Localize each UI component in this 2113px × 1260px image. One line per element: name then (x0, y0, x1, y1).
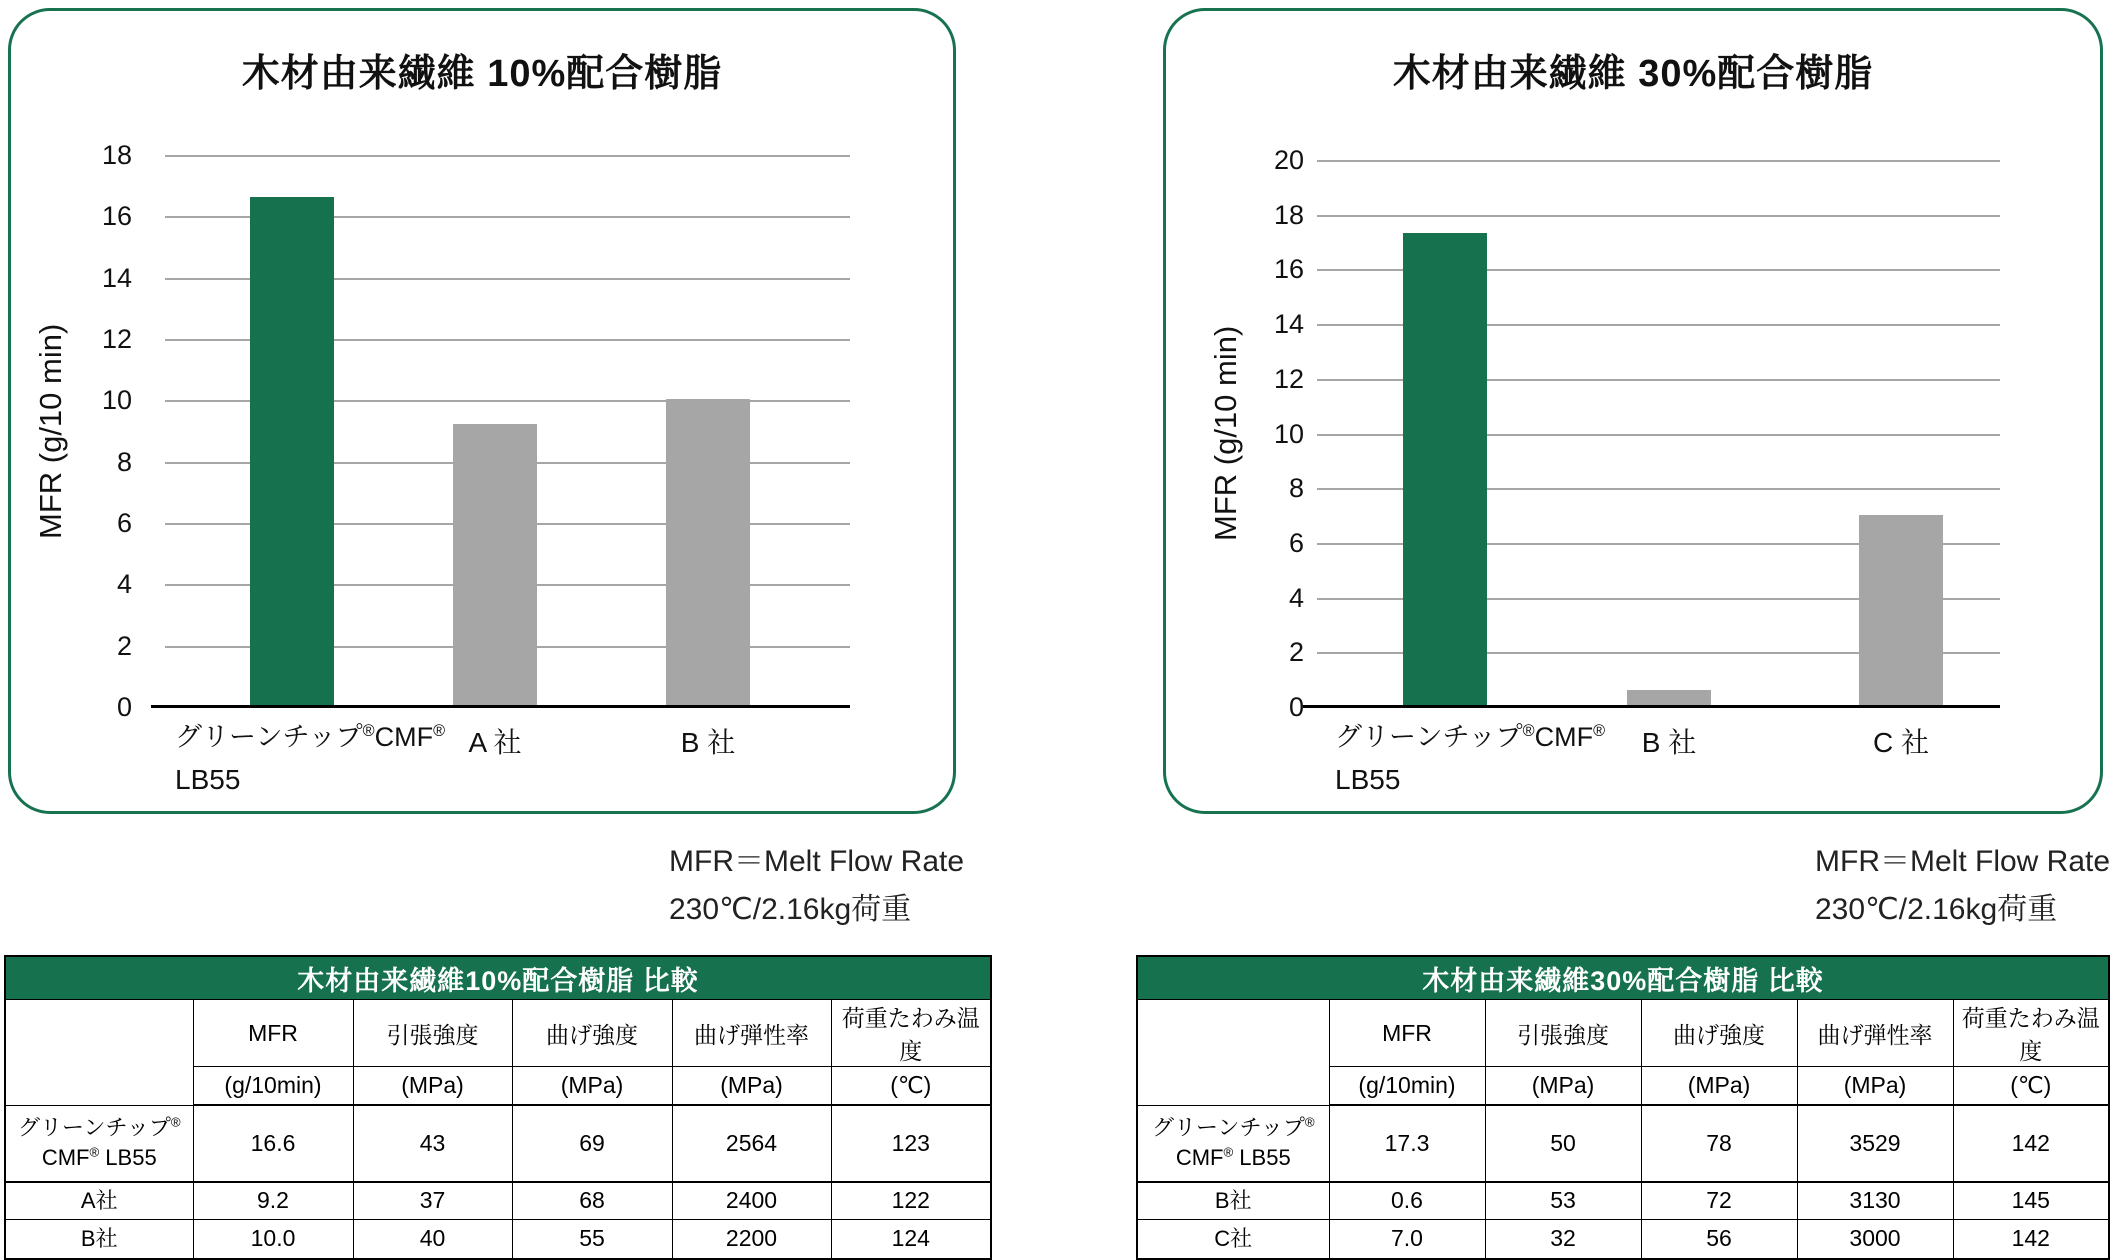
row-label-line: グリーンチップ® (17, 1114, 181, 1140)
col-unit: (g/10min) (193, 1067, 353, 1106)
value-cell: 69 (512, 1105, 672, 1182)
table-row (1137, 1105, 2109, 1182)
value-cell: 40 (353, 1219, 512, 1259)
registered-mark: ® (1522, 722, 1535, 740)
row-label-line: A社 (80, 1187, 118, 1213)
value-cell: 2200 (672, 1219, 831, 1259)
row-label-line: CMF® LB55 (1175, 1144, 1291, 1170)
value-cell: 9.2 (193, 1182, 353, 1220)
registered-mark: ® (89, 1144, 100, 1160)
bar-グリーンチップCMFLB55 (250, 197, 334, 706)
col-unit: (MPa) (1485, 1067, 1641, 1106)
col-header-MFR: MFR (1329, 1000, 1485, 1067)
y-tick-10: 10 (1273, 419, 1304, 449)
value-cell: 124 (831, 1219, 991, 1259)
value-cell: 142 (1953, 1105, 2109, 1182)
y-tick-2: 2 (116, 631, 132, 661)
col-unit: (℃) (831, 1067, 991, 1106)
col-unit: (MPa) (1641, 1067, 1797, 1106)
x-label-brand-line2: LB55 (175, 764, 241, 795)
col-unit: (℃) (1953, 1067, 2109, 1106)
value-cell: 53 (1485, 1182, 1641, 1220)
value-cell: 10.0 (193, 1219, 353, 1259)
value-cell: 16.6 (193, 1105, 353, 1182)
y-tick-8: 8 (1288, 473, 1304, 503)
y-tick-6: 6 (116, 508, 132, 538)
col-header-MFR: MFR (193, 1000, 353, 1067)
plot-area-10pct (165, 155, 850, 707)
y-tick-16: 16 (101, 201, 132, 231)
x-axis-line (1303, 705, 2000, 708)
col-unit: (g/10min) (1329, 1067, 1485, 1106)
table-row (1137, 1182, 2109, 1220)
gridline-18 (1317, 215, 2000, 217)
bar-B社 (666, 399, 750, 706)
chart-title-10pct: 木材由来繊維 10%配合樹脂 (241, 53, 723, 95)
bar-グリーンチップCMFLB55 (1403, 233, 1487, 706)
value-cell: 7.0 (1329, 1219, 1485, 1259)
y-axis-label-10pct: MFR (g/10 min) (33, 323, 68, 539)
y-tick-0: 0 (116, 692, 132, 722)
table-row (1137, 1219, 2109, 1259)
value-cell: 78 (1641, 1105, 1797, 1182)
table-row (5, 1105, 991, 1182)
table-row (5, 1219, 991, 1259)
bar-B社 (1627, 690, 1711, 706)
row-label (1137, 1105, 1329, 1182)
row-label (5, 1182, 193, 1220)
y-tick-4: 4 (1288, 583, 1304, 613)
table-header-row (1137, 1000, 2109, 1067)
x-label-B社: B 社 (680, 727, 736, 758)
col-unit: (MPa) (353, 1067, 512, 1106)
table-corner-cell (1137, 1000, 1329, 1106)
gridline-20 (1317, 160, 2000, 162)
value-cell: 56 (1641, 1219, 1797, 1259)
bar-A社 (453, 424, 537, 706)
table-row (5, 1182, 991, 1220)
col-header-曲げ弾性率: 曲げ弾性率 (1797, 1000, 1953, 1067)
value-cell: 3130 (1797, 1182, 1953, 1220)
value-cell: 32 (1485, 1219, 1641, 1259)
registered-mark: ® (170, 1114, 181, 1130)
value-cell: 72 (1641, 1182, 1797, 1220)
y-tick-14: 14 (1273, 309, 1304, 339)
y-tick-20: 20 (1273, 145, 1304, 175)
x-label-C社: C 社 (1872, 727, 1929, 758)
y-tick-12: 12 (101, 324, 132, 354)
y-tick-18: 18 (1273, 200, 1304, 230)
y-tick-2: 2 (1288, 637, 1304, 667)
value-cell: 145 (1953, 1182, 2109, 1220)
x-label-brand-line1: グリーンチップ®CMF® (1335, 722, 1606, 752)
row-label-line: C社 (1214, 1225, 1253, 1251)
x-label-A社: A 社 (468, 727, 522, 758)
value-cell: 2564 (672, 1105, 831, 1182)
y-tick-6: 6 (1288, 528, 1304, 558)
row-label-line: B社 (1214, 1187, 1252, 1213)
comparison-table-10pct (4, 955, 992, 1260)
mfr-note-line1-right: MFR＝Melt Flow Rate (1815, 845, 2111, 878)
y-tick-18: 18 (101, 140, 132, 170)
value-cell: 68 (512, 1182, 672, 1220)
value-cell: 55 (512, 1219, 672, 1259)
row-label (1137, 1182, 1329, 1220)
row-label-line: B社 (80, 1225, 118, 1251)
plot-area-30pct (1317, 160, 2000, 707)
col-unit: (MPa) (672, 1067, 831, 1106)
bar-C社 (1859, 515, 1943, 706)
row-label-line: グリーンチップ® (1151, 1114, 1315, 1140)
table-corner-cell (5, 1000, 193, 1106)
table-title-row (1137, 956, 2109, 1000)
x-label-brand-line1: グリーンチップ®CMF® (175, 722, 446, 752)
col-header-曲げ弾性率: 曲げ弾性率 (672, 1000, 831, 1067)
value-cell: 3529 (1797, 1105, 1953, 1182)
col-header-曲げ強度: 曲げ強度 (512, 1000, 672, 1067)
table-header-row (5, 1000, 991, 1067)
value-cell: 50 (1485, 1105, 1641, 1182)
mfr-note-line1-left: MFR＝Melt Flow Rate (669, 845, 965, 878)
registered-mark: ® (433, 722, 446, 740)
registered-mark: ® (1223, 1144, 1234, 1160)
y-tick-12: 12 (1273, 364, 1304, 394)
value-cell: 122 (831, 1182, 991, 1220)
x-axis-line (151, 705, 850, 708)
y-tick-14: 14 (101, 263, 132, 293)
row-label (1137, 1219, 1329, 1259)
y-axis-label-30pct: MFR (g/10 min) (1208, 325, 1243, 542)
mfr-note-line2-right: 230℃/2.16kg荷重 (1815, 893, 2058, 926)
col-header-荷重たわみ温度: 荷重たわみ温度 (831, 1000, 991, 1067)
y-tick-10: 10 (101, 385, 132, 415)
row-label-line: CMF® LB55 (41, 1144, 157, 1170)
col-unit: (MPa) (1797, 1067, 1953, 1106)
value-cell: 2400 (672, 1182, 831, 1220)
col-header-荷重たわみ温度: 荷重たわみ温度 (1953, 1000, 2109, 1067)
value-cell: 17.3 (1329, 1105, 1485, 1182)
col-header-曲げ強度: 曲げ強度 (1641, 1000, 1797, 1067)
value-cell: 3000 (1797, 1219, 1953, 1259)
value-cell: 0.6 (1329, 1182, 1485, 1220)
table-title: 木材由来繊維10%配合樹脂 比較 (5, 956, 991, 1000)
gridline-18 (165, 155, 850, 157)
x-label-B社: B 社 (1641, 727, 1697, 758)
y-tick-8: 8 (116, 447, 132, 477)
table-title-row (5, 956, 991, 1000)
table-title: 木材由来繊維30%配合樹脂 比較 (1137, 956, 2109, 1000)
value-cell: 123 (831, 1105, 991, 1182)
row-label (5, 1219, 193, 1259)
value-cell: 37 (353, 1182, 512, 1220)
registered-mark: ® (1593, 722, 1606, 740)
mfr-note-line2-left: 230℃/2.16kg荷重 (669, 893, 912, 926)
y-tick-0: 0 (1288, 692, 1304, 722)
registered-mark: ® (362, 722, 375, 740)
registered-mark: ® (1304, 1114, 1315, 1130)
col-header-引張強度: 引張強度 (353, 1000, 512, 1067)
comparison-table-30pct (1136, 955, 2110, 1260)
x-label-brand-line2: LB55 (1335, 764, 1401, 795)
col-unit: (MPa) (512, 1067, 672, 1106)
value-cell: 142 (1953, 1219, 2109, 1259)
value-cell: 43 (353, 1105, 512, 1182)
row-label (5, 1105, 193, 1182)
y-tick-16: 16 (1273, 254, 1304, 284)
col-header-引張強度: 引張強度 (1485, 1000, 1641, 1067)
y-tick-4: 4 (116, 569, 132, 599)
chart-title-30pct: 木材由来繊維 30%配合樹脂 (1392, 53, 1874, 95)
